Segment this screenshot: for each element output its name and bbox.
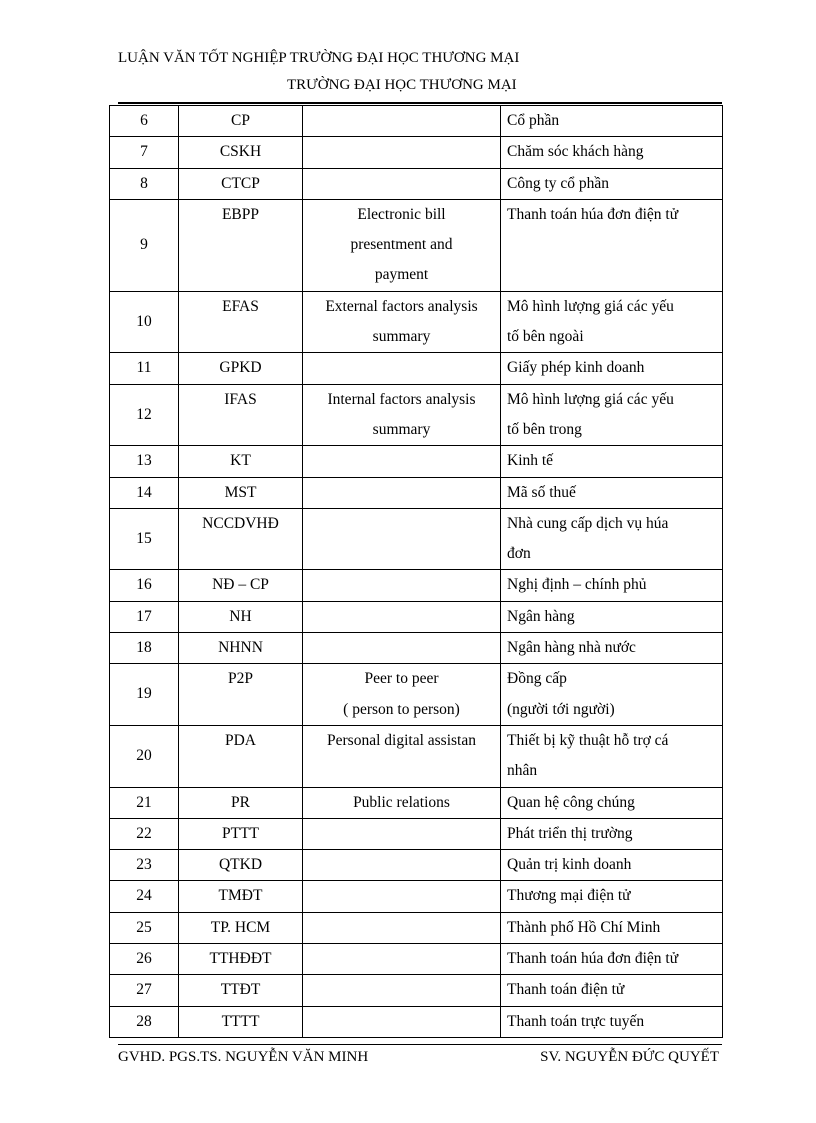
footer-divider <box>118 1044 722 1045</box>
vietnamese-meaning-cell <box>501 664 723 726</box>
english-term-cell <box>303 1006 501 1037</box>
abbreviation-table-body <box>110 106 723 1038</box>
english-term-cell <box>303 601 501 632</box>
row-number: 18 <box>110 633 179 664</box>
abbreviation-cell: TP. HCM <box>179 912 303 943</box>
row-number: 21 <box>110 787 179 818</box>
table-row <box>110 291 723 353</box>
row-number: 19 <box>110 664 179 726</box>
english-term-cell-line: presentment and <box>350 236 453 254</box>
running-header-title: LUẬN VĂN TỐT NGHIỆP TRƯỜNG ĐẠI HỌC THƯƠNG MẠI <box>118 50 520 66</box>
table-row <box>110 787 723 818</box>
english-term-cell <box>303 944 501 975</box>
english-term-cell <box>303 570 501 601</box>
row-number: 12 <box>110 384 179 446</box>
vietnamese-meaning-cell-line: Chăm sóc khách hàng <box>507 143 644 161</box>
vietnamese-meaning-cell <box>501 725 723 787</box>
vietnamese-meaning-cell <box>501 477 723 508</box>
table-row <box>110 446 723 477</box>
row-number: 16 <box>110 570 179 601</box>
table-row <box>110 944 723 975</box>
vietnamese-meaning-cell-line: (người tới người) <box>507 700 615 718</box>
english-term-cell <box>303 446 501 477</box>
vietnamese-meaning-cell <box>501 570 723 601</box>
english-term-cell <box>303 633 501 664</box>
english-term-cell <box>303 664 501 726</box>
table-row <box>110 601 723 632</box>
vietnamese-meaning-cell <box>501 787 723 818</box>
english-term-cell <box>303 725 501 787</box>
row-number: 11 <box>110 353 179 384</box>
english-term-cell-line: Electronic bill <box>357 205 446 223</box>
vietnamese-meaning-cell-line: nhân <box>507 762 538 780</box>
vietnamese-meaning-cell-line: Quan hệ công chúng <box>507 793 635 811</box>
table-row <box>110 1006 723 1037</box>
english-term-cell <box>303 508 501 570</box>
vietnamese-meaning-cell-line: tố bên trong <box>507 420 582 438</box>
english-term-cell <box>303 787 501 818</box>
vietnamese-meaning-cell-line: Giấy phép kinh doanh <box>507 359 645 377</box>
table-row <box>110 508 723 570</box>
table-row <box>110 881 723 912</box>
abbreviation-cell: PR <box>179 787 303 818</box>
abbreviation-cell: EBPP <box>179 199 303 291</box>
vietnamese-meaning-cell-line: Ngân hàng <box>507 607 575 625</box>
english-term-cell-line: summary <box>372 420 431 438</box>
row-number: 13 <box>110 446 179 477</box>
row-number: 28 <box>110 1006 179 1037</box>
table-row <box>110 664 723 726</box>
vietnamese-meaning-cell <box>501 384 723 446</box>
vietnamese-meaning-cell <box>501 168 723 199</box>
vietnamese-meaning-cell-line: Quản trị kinh doanh <box>507 856 632 874</box>
vietnamese-meaning-cell-line: Cổ phần <box>507 112 560 129</box>
abbreviation-cell: TMĐT <box>179 881 303 912</box>
row-number: 27 <box>110 975 179 1006</box>
table-row <box>110 570 723 601</box>
english-term-cell-line: Internal factors analysis <box>327 390 476 408</box>
vietnamese-meaning-cell-line: Mô hình lượng giá các yếu <box>507 297 674 315</box>
header-divider <box>118 102 722 104</box>
abbreviation-table <box>109 105 723 1038</box>
english-term-cell-line: summary <box>372 328 431 346</box>
english-term-cell <box>303 477 501 508</box>
vietnamese-meaning-cell <box>501 1006 723 1037</box>
abbreviation-cell: NH <box>179 601 303 632</box>
abbreviation-cell: TTĐT <box>179 975 303 1006</box>
table-row <box>110 137 723 168</box>
row-number: 17 <box>110 601 179 632</box>
row-number: 15 <box>110 508 179 570</box>
english-term-cell <box>303 818 501 849</box>
abbreviation-cell: MST <box>179 477 303 508</box>
english-term-cell <box>303 850 501 881</box>
running-header-school: TRƯỜNG ĐẠI HỌC THƯƠNG MẠI <box>287 77 517 93</box>
vietnamese-meaning-cell <box>501 446 723 477</box>
vietnamese-meaning-cell-line: Mã số thuế <box>507 483 576 501</box>
vietnamese-meaning-cell <box>501 850 723 881</box>
abbreviation-cell: CSKH <box>179 137 303 168</box>
row-number: 22 <box>110 818 179 849</box>
abbreviation-cell: P2P <box>179 664 303 726</box>
vietnamese-meaning-cell <box>501 353 723 384</box>
abbreviation-cell: PTTT <box>179 818 303 849</box>
row-number: 6 <box>110 106 179 137</box>
abbreviation-cell: GPKD <box>179 353 303 384</box>
english-term-cell <box>303 353 501 384</box>
english-term-cell-line: Public relations <box>353 793 450 811</box>
abbreviation-cell: NHNN <box>179 633 303 664</box>
vietnamese-meaning-cell-line: Thành phố Hồ Chí Minh <box>507 918 661 936</box>
vietnamese-meaning-cell-line: Kinh tế <box>507 452 554 470</box>
table-row <box>110 168 723 199</box>
english-term-cell-line: External factors analysis <box>325 297 478 315</box>
english-term-cell-line: ( person to person) <box>343 700 460 718</box>
row-number: 14 <box>110 477 179 508</box>
english-term-cell-line: Personal digital assistan <box>327 731 476 749</box>
english-term-cell <box>303 137 501 168</box>
english-term-cell <box>303 199 501 291</box>
vietnamese-meaning-cell <box>501 818 723 849</box>
row-number: 8 <box>110 168 179 199</box>
vietnamese-meaning-cell-line: Thanh toán húa đơn điện tử <box>507 205 679 223</box>
abbreviation-cell: KT <box>179 446 303 477</box>
vietnamese-meaning-cell <box>501 975 723 1006</box>
table-row <box>110 384 723 446</box>
row-number: 9 <box>110 199 179 291</box>
footer-student: SV. NGUYỄN ĐỨC QUYẾT <box>540 1049 719 1065</box>
english-term-cell <box>303 881 501 912</box>
abbreviation-cell: PDA <box>179 725 303 787</box>
vietnamese-meaning-cell-line: Phát triển thị trường <box>507 824 633 842</box>
row-number: 24 <box>110 881 179 912</box>
english-term-cell <box>303 291 501 353</box>
abbreviation-cell: IFAS <box>179 384 303 446</box>
vietnamese-meaning-cell <box>501 199 723 291</box>
abbreviation-cell: TTTT <box>179 1006 303 1037</box>
english-term-cell <box>303 168 501 199</box>
vietnamese-meaning-cell <box>501 944 723 975</box>
vietnamese-meaning-cell-line: đơn <box>507 545 531 563</box>
vietnamese-meaning-cell-line: Thanh toán điện tử <box>507 981 625 999</box>
vietnamese-meaning-cell-line: Đồng cấp <box>507 670 567 688</box>
vietnamese-meaning-cell-line: Thiết bị kỹ thuật hỗ trợ cá <box>507 731 669 749</box>
vietnamese-meaning-cell-line: Thương mại điện tử <box>507 887 631 905</box>
table-row <box>110 106 723 137</box>
table-row <box>110 353 723 384</box>
footer-supervisor: GVHD. PGS.TS. NGUYỄN VĂN MINH <box>118 1049 369 1065</box>
vietnamese-meaning-cell-line: tố bên ngoài <box>507 328 584 346</box>
abbreviation-cell: NĐ – CP <box>179 570 303 601</box>
table-row <box>110 633 723 664</box>
table-row <box>110 477 723 508</box>
abbreviation-cell: CP <box>179 106 303 137</box>
abbreviation-cell: EFAS <box>179 291 303 353</box>
abbreviation-cell: CTCP <box>179 168 303 199</box>
vietnamese-meaning-cell-line: Ngân hàng nhà nước <box>507 639 636 657</box>
row-number: 7 <box>110 137 179 168</box>
row-number: 23 <box>110 850 179 881</box>
vietnamese-meaning-cell <box>501 508 723 570</box>
english-term-cell <box>303 912 501 943</box>
english-term-cell-line: Peer to peer <box>364 670 439 688</box>
vietnamese-meaning-cell <box>501 137 723 168</box>
table-row <box>110 199 723 291</box>
table-row <box>110 975 723 1006</box>
row-number: 20 <box>110 725 179 787</box>
abbreviation-cell: NCCDVHĐ <box>179 508 303 570</box>
vietnamese-meaning-cell-line: Mô hình lượng giá các yếu <box>507 390 674 408</box>
vietnamese-meaning-cell <box>501 633 723 664</box>
vietnamese-meaning-cell <box>501 291 723 353</box>
vietnamese-meaning-cell-line: Thanh toán húa đơn điện tử <box>507 950 679 968</box>
abbreviation-cell: QTKD <box>179 850 303 881</box>
vietnamese-meaning-cell-line: Công ty cổ phần <box>507 174 610 192</box>
english-term-cell-line: payment <box>374 266 429 284</box>
vietnamese-meaning-cell-line: Nhà cung cấp dịch vụ húa <box>507 514 669 532</box>
table-row <box>110 818 723 849</box>
row-number: 10 <box>110 291 179 353</box>
abbreviation-cell: TTHĐĐT <box>179 944 303 975</box>
row-number: 25 <box>110 912 179 943</box>
vietnamese-meaning-cell <box>501 601 723 632</box>
row-number: 26 <box>110 944 179 975</box>
table-row <box>110 912 723 943</box>
english-term-cell <box>303 975 501 1006</box>
vietnamese-meaning-cell-line: Nghị định – chính phủ <box>507 576 647 594</box>
english-term-cell <box>303 384 501 446</box>
vietnamese-meaning-cell <box>501 106 723 137</box>
table-row <box>110 725 723 787</box>
vietnamese-meaning-cell <box>501 881 723 912</box>
english-term-cell <box>303 106 501 137</box>
vietnamese-meaning-cell-line: Thanh toán trực tuyến <box>507 1012 645 1030</box>
table-row <box>110 850 723 881</box>
vietnamese-meaning-cell <box>501 912 723 943</box>
